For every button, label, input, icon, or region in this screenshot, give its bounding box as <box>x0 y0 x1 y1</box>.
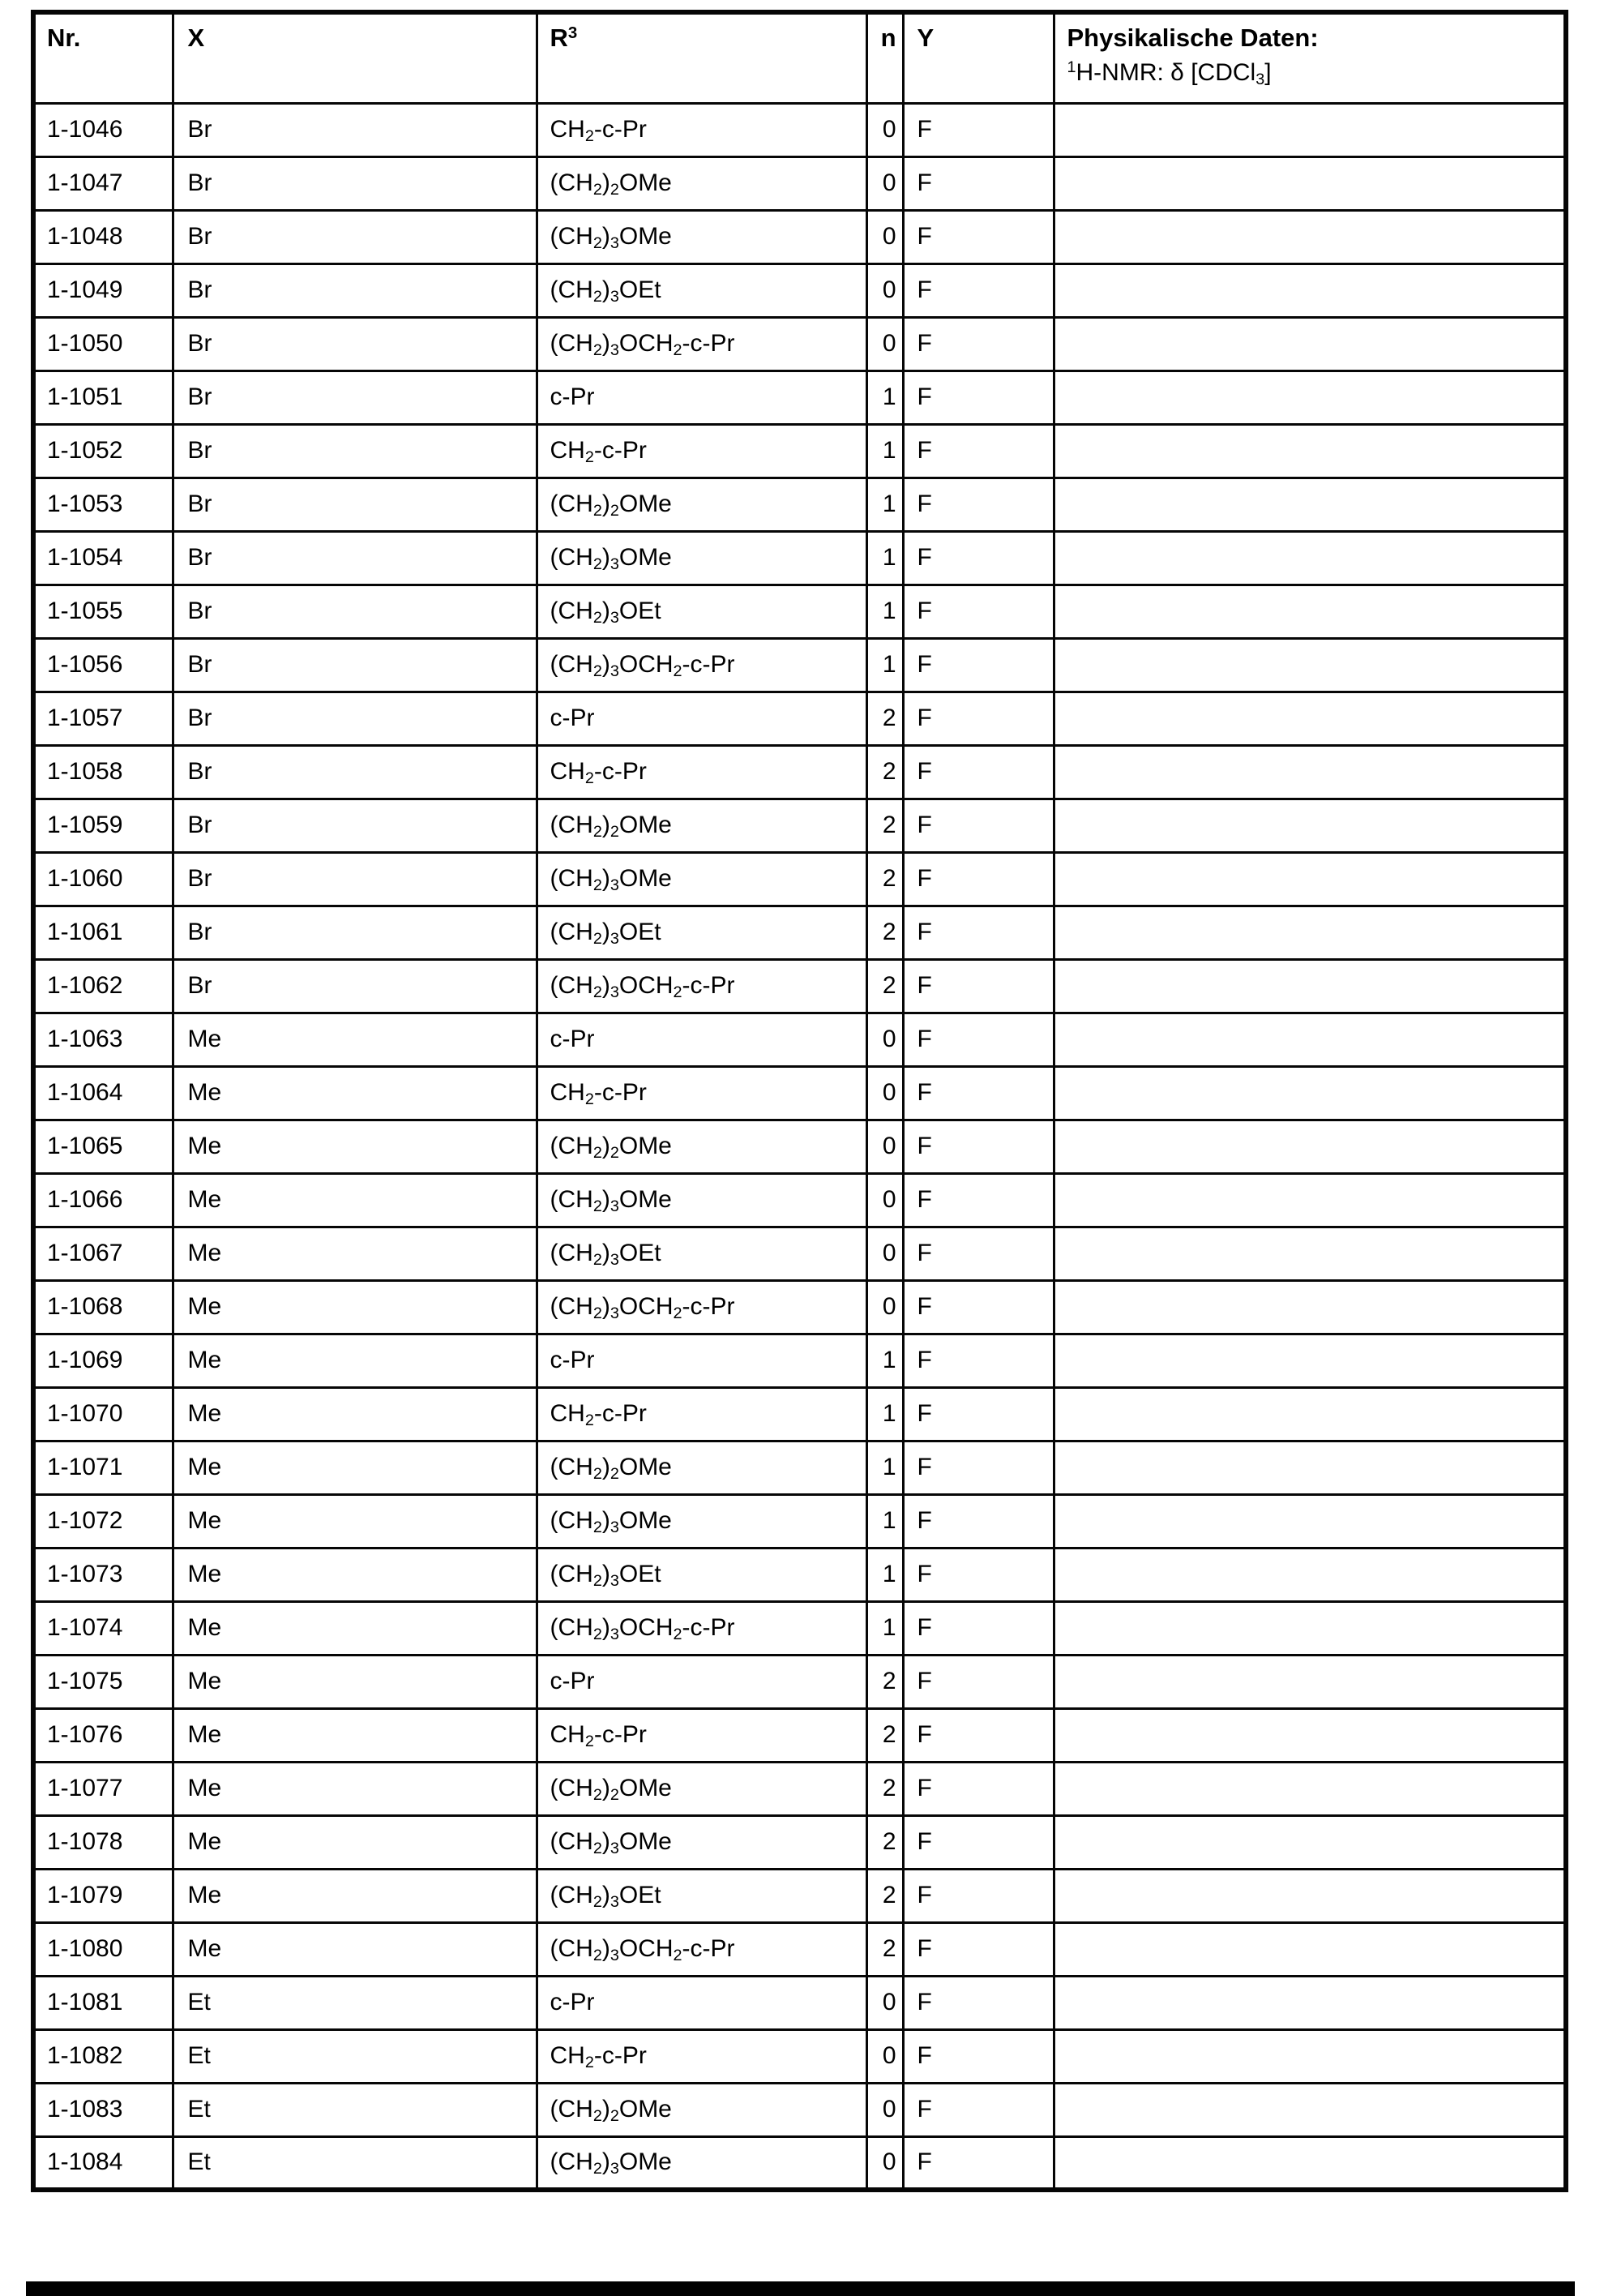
cell-n: 2 <box>866 799 903 852</box>
cell-phys <box>1054 959 1566 1013</box>
table-row <box>33 2136 1566 2190</box>
cell-n: 1 <box>866 1494 903 1548</box>
cell-n: 2 <box>866 745 903 799</box>
table-row <box>33 1869 1566 1922</box>
cell-n: 0 <box>866 1173 903 1227</box>
cell-y: F <box>903 1869 1054 1922</box>
cell-x: Me <box>173 1601 537 1655</box>
cell-n: 0 <box>866 1227 903 1280</box>
cell-phys <box>1054 1120 1566 1173</box>
cell-nr: 1-1066 <box>33 1173 173 1227</box>
table-row <box>33 906 1566 959</box>
table-row <box>33 692 1566 745</box>
cell-nr: 1-1048 <box>33 210 173 263</box>
cell-nr: 1-1068 <box>33 1280 173 1334</box>
column-header-x: X <box>173 12 537 103</box>
cell-r3: $CH_2-c-Pr$ <box>537 103 866 156</box>
cell-x: Me <box>173 1708 537 1762</box>
cell-x: Br <box>173 156 537 210</box>
cell-n: 0 <box>866 156 903 210</box>
table-row <box>33 1120 1566 1173</box>
cell-x: Br <box>173 906 537 959</box>
cell-y: F <box>903 478 1054 531</box>
cell-n: 2 <box>866 1708 903 1762</box>
cell-x: Me <box>173 1762 537 1815</box>
cell-r3: $(CH_2)_3OMe$ <box>537 1494 866 1548</box>
cell-r3: $(CH_2)_3OCH_2-c-Pr$ <box>537 1280 866 1334</box>
cell-y: F <box>903 799 1054 852</box>
table-row <box>33 959 1566 1013</box>
cell-phys <box>1054 103 1566 156</box>
cell-r3: $(CH_2)_3OEt$ <box>537 1227 866 1280</box>
cell-nr: 1-1053 <box>33 478 173 531</box>
cell-r3: $(CH_2)_3OMe$ <box>537 852 866 906</box>
table-row <box>33 745 1566 799</box>
cell-r3: $(CH_2)_2OMe$ <box>537 2083 866 2136</box>
cell-phys <box>1054 478 1566 531</box>
column-header-r3: $R^3$ <box>537 12 866 103</box>
cell-r3: $(CH_2)_2OMe$ <box>537 156 866 210</box>
cell-nr: 1-1073 <box>33 1548 173 1601</box>
cell-x: Me <box>173 1922 537 1976</box>
cell-n: 2 <box>866 1655 903 1708</box>
cell-nr: 1-1074 <box>33 1601 173 1655</box>
cell-x: Br <box>173 263 537 317</box>
cell-nr: 1-1062 <box>33 959 173 1013</box>
table-row <box>33 1173 1566 1227</box>
cell-nr: 1-1083 <box>33 2083 173 2136</box>
compound-table <box>31 10 1568 2192</box>
cell-y: F <box>903 1013 1054 1066</box>
table-row <box>33 531 1566 585</box>
cell-x: Et <box>173 2083 537 2136</box>
cell-x: Me <box>173 1494 537 1548</box>
table-row <box>33 1655 1566 1708</box>
cell-x: Br <box>173 210 537 263</box>
cell-n: 0 <box>866 2029 903 2083</box>
cell-n: 2 <box>866 852 903 906</box>
cell-x: Me <box>173 1280 537 1334</box>
cell-phys <box>1054 2029 1566 2083</box>
cell-y: F <box>903 585 1054 638</box>
cell-y: F <box>903 1976 1054 2029</box>
cell-nr: 1-1080 <box>33 1922 173 1976</box>
cell-x: Me <box>173 1120 537 1173</box>
cell-y: F <box>903 1120 1054 1173</box>
cell-r3: $(CH_2)_3OCH_2-c-Pr$ <box>537 317 866 371</box>
cell-n: 1 <box>866 585 903 638</box>
table-body <box>33 103 1566 2190</box>
cell-nr: 1-1056 <box>33 638 173 692</box>
cell-r3: $(CH_2)_3OEt$ <box>537 1548 866 1601</box>
cell-y: F <box>903 1815 1054 1869</box>
cell-x: Br <box>173 317 537 371</box>
cell-x: Br <box>173 852 537 906</box>
cell-x: Et <box>173 2136 537 2190</box>
cell-y: F <box>903 638 1054 692</box>
cell-r3: c-Pr <box>537 1013 866 1066</box>
table-row <box>33 799 1566 852</box>
cell-phys <box>1054 424 1566 478</box>
cell-n: 0 <box>866 1280 903 1334</box>
table-row <box>33 1387 1566 1441</box>
cell-y: F <box>903 1280 1054 1334</box>
cell-nr: 1-1082 <box>33 2029 173 2083</box>
cell-nr: 1-1065 <box>33 1120 173 1173</box>
table-row <box>33 1441 1566 1494</box>
cell-x: Br <box>173 531 537 585</box>
table-row <box>33 1815 1566 1869</box>
table-row <box>33 1334 1566 1387</box>
cell-phys <box>1054 852 1566 906</box>
cell-r3: $CH_2-c-Pr$ <box>537 2029 866 2083</box>
cell-nr: 1-1076 <box>33 1708 173 1762</box>
cell-phys <box>1054 1280 1566 1334</box>
cell-nr: 1-1071 <box>33 1441 173 1494</box>
cell-y: F <box>903 2136 1054 2190</box>
cell-y: F <box>903 371 1054 424</box>
cell-y: F <box>903 1494 1054 1548</box>
cell-x: Me <box>173 1013 537 1066</box>
cell-y: F <box>903 1441 1054 1494</box>
cell-y: F <box>903 745 1054 799</box>
table-row <box>33 103 1566 156</box>
cell-y: F <box>903 906 1054 959</box>
cell-y: F <box>903 1548 1054 1601</box>
cell-nr: 1-1070 <box>33 1387 173 1441</box>
cell-nr: 1-1078 <box>33 1815 173 1869</box>
cell-r3: $(CH_2)_3OMe$ <box>537 2136 866 2190</box>
cell-r3: $(CH_2)_3OEt$ <box>537 585 866 638</box>
page-bottom-edge <box>26 2281 1575 2296</box>
table-row <box>33 1013 1566 1066</box>
cell-nr: 1-1067 <box>33 1227 173 1280</box>
cell-x: Me <box>173 1334 537 1387</box>
cell-n: 0 <box>866 263 903 317</box>
cell-nr: 1-1050 <box>33 317 173 371</box>
cell-n: 0 <box>866 103 903 156</box>
cell-nr: 1-1047 <box>33 156 173 210</box>
cell-n: 1 <box>866 424 903 478</box>
cell-n: 1 <box>866 1334 903 1387</box>
cell-nr: 1-1059 <box>33 799 173 852</box>
table-row <box>33 585 1566 638</box>
cell-y: F <box>903 263 1054 317</box>
cell-phys <box>1054 692 1566 745</box>
cell-x: Me <box>173 1548 537 1601</box>
cell-nr: 1-1075 <box>33 1655 173 1708</box>
phys-header-line2: $^1$H-NMR: δ [CDCl$_3$] <box>1067 58 1272 89</box>
cell-r3: c-Pr <box>537 692 866 745</box>
table-row <box>33 1708 1566 1762</box>
phys-header-line1: Physikalische Daten: <box>1067 24 1319 52</box>
cell-r3: c-Pr <box>537 1976 866 2029</box>
cell-y: F <box>903 1334 1054 1387</box>
column-header-n: n <box>866 12 903 103</box>
cell-y: F <box>903 317 1054 371</box>
cell-r3: $(CH_2)_3OEt$ <box>537 906 866 959</box>
cell-phys <box>1054 263 1566 317</box>
cell-x: Br <box>173 959 537 1013</box>
cell-y: F <box>903 156 1054 210</box>
cell-phys <box>1054 1708 1566 1762</box>
cell-y: F <box>903 1173 1054 1227</box>
cell-phys <box>1054 2083 1566 2136</box>
cell-x: Me <box>173 1655 537 1708</box>
table-row <box>33 1762 1566 1815</box>
cell-n: 2 <box>866 692 903 745</box>
cell-x: Et <box>173 1976 537 2029</box>
table-header-row <box>33 12 1566 103</box>
cell-r3: $(CH_2)_3OCH_2-c-Pr$ <box>537 1922 866 1976</box>
cell-phys <box>1054 745 1566 799</box>
cell-nr: 1-1063 <box>33 1013 173 1066</box>
cell-y: F <box>903 531 1054 585</box>
cell-phys <box>1054 1601 1566 1655</box>
cell-r3: $(CH_2)_3OMe$ <box>537 1173 866 1227</box>
cell-x: Br <box>173 424 537 478</box>
cell-n: 1 <box>866 1441 903 1494</box>
cell-y: F <box>903 424 1054 478</box>
cell-r3: $(CH_2)_3OMe$ <box>537 1815 866 1869</box>
cell-nr: 1-1069 <box>33 1334 173 1387</box>
table-row <box>33 1227 1566 1280</box>
table-row <box>33 424 1566 478</box>
cell-x: Br <box>173 585 537 638</box>
cell-phys <box>1054 1387 1566 1441</box>
cell-nr: 1-1046 <box>33 103 173 156</box>
cell-phys <box>1054 1013 1566 1066</box>
cell-nr: 1-1052 <box>33 424 173 478</box>
cell-r3: $(CH_2)_3OEt$ <box>537 1869 866 1922</box>
table-row <box>33 1548 1566 1601</box>
cell-n: 2 <box>866 1762 903 1815</box>
cell-phys <box>1054 156 1566 210</box>
cell-y: F <box>903 1387 1054 1441</box>
cell-phys <box>1054 638 1566 692</box>
cell-phys <box>1054 1655 1566 1708</box>
cell-nr: 1-1077 <box>33 1762 173 1815</box>
table-row <box>33 1494 1566 1548</box>
cell-x: Br <box>173 478 537 531</box>
table-row <box>33 1601 1566 1655</box>
cell-y: F <box>903 1227 1054 1280</box>
cell-phys <box>1054 531 1566 585</box>
cell-n: 0 <box>866 317 903 371</box>
cell-r3: c-Pr <box>537 1334 866 1387</box>
cell-phys <box>1054 1922 1566 1976</box>
cell-r3: $CH_2-c-Pr$ <box>537 424 866 478</box>
cell-phys <box>1054 1762 1566 1815</box>
cell-y: F <box>903 959 1054 1013</box>
cell-r3: $CH_2-c-Pr$ <box>537 1387 866 1441</box>
cell-r3: $CH_2-c-Pr$ <box>537 1708 866 1762</box>
cell-nr: 1-1064 <box>33 1066 173 1120</box>
table-row <box>33 478 1566 531</box>
cell-r3: $(CH_2)_2OMe$ <box>537 799 866 852</box>
cell-phys <box>1054 906 1566 959</box>
cell-n: 0 <box>866 210 903 263</box>
cell-r3: $(CH_2)_3OEt$ <box>537 263 866 317</box>
cell-y: F <box>903 1601 1054 1655</box>
cell-phys <box>1054 1976 1566 2029</box>
cell-nr: 1-1084 <box>33 2136 173 2190</box>
cell-n: 0 <box>866 2136 903 2190</box>
cell-phys <box>1054 1869 1566 1922</box>
column-header-phys <box>1054 12 1566 103</box>
cell-n: 2 <box>866 959 903 1013</box>
cell-n: 0 <box>866 1120 903 1173</box>
table-row <box>33 1976 1566 2029</box>
cell-phys <box>1054 371 1566 424</box>
cell-n: 1 <box>866 531 903 585</box>
cell-r3: c-Pr <box>537 1655 866 1708</box>
cell-x: Me <box>173 1869 537 1922</box>
cell-x: Me <box>173 1387 537 1441</box>
cell-x: Me <box>173 1441 537 1494</box>
cell-r3: $(CH_2)_2OMe$ <box>537 1762 866 1815</box>
cell-x: Br <box>173 371 537 424</box>
cell-n: 1 <box>866 1387 903 1441</box>
cell-phys <box>1054 317 1566 371</box>
cell-r3: $(CH_2)_2OMe$ <box>537 478 866 531</box>
cell-y: F <box>903 692 1054 745</box>
cell-y: F <box>903 2083 1054 2136</box>
cell-nr: 1-1060 <box>33 852 173 906</box>
cell-x: Et <box>173 2029 537 2083</box>
table-row <box>33 371 1566 424</box>
cell-r3: $(CH_2)_2OMe$ <box>537 1441 866 1494</box>
cell-phys <box>1054 1494 1566 1548</box>
cell-x: Me <box>173 1815 537 1869</box>
cell-phys <box>1054 2136 1566 2190</box>
cell-n: 0 <box>866 2083 903 2136</box>
cell-nr: 1-1049 <box>33 263 173 317</box>
cell-phys <box>1054 210 1566 263</box>
cell-y: F <box>903 1066 1054 1120</box>
cell-y: F <box>903 852 1054 906</box>
cell-y: F <box>903 1922 1054 1976</box>
cell-r3: $(CH_2)_3OMe$ <box>537 531 866 585</box>
table-row <box>33 852 1566 906</box>
cell-phys <box>1054 1227 1566 1280</box>
table-row <box>33 317 1566 371</box>
cell-r3: $CH_2-c-Pr$ <box>537 745 866 799</box>
cell-phys <box>1054 799 1566 852</box>
cell-x: Me <box>173 1227 537 1280</box>
cell-y: F <box>903 2029 1054 2083</box>
cell-nr: 1-1081 <box>33 1976 173 2029</box>
cell-y: F <box>903 210 1054 263</box>
cell-n: 1 <box>866 1601 903 1655</box>
cell-x: Br <box>173 638 537 692</box>
table-row <box>33 638 1566 692</box>
cell-x: Me <box>173 1066 537 1120</box>
cell-n: 1 <box>866 371 903 424</box>
cell-n: 1 <box>866 638 903 692</box>
cell-nr: 1-1072 <box>33 1494 173 1548</box>
cell-n: 0 <box>866 1066 903 1120</box>
cell-phys <box>1054 1334 1566 1387</box>
column-header-nr: Nr. <box>33 12 173 103</box>
cell-n: 2 <box>866 1869 903 1922</box>
cell-phys <box>1054 1066 1566 1120</box>
table-row <box>33 2083 1566 2136</box>
table-row <box>33 1066 1566 1120</box>
cell-r3: $(CH_2)_3OMe$ <box>537 210 866 263</box>
cell-n: 2 <box>866 1922 903 1976</box>
cell-nr: 1-1058 <box>33 745 173 799</box>
cell-n: 0 <box>866 1013 903 1066</box>
cell-r3: $(CH_2)_3OCH_2-c-Pr$ <box>537 959 866 1013</box>
cell-x: Br <box>173 692 537 745</box>
cell-x: Me <box>173 1173 537 1227</box>
cell-nr: 1-1079 <box>33 1869 173 1922</box>
table-row <box>33 156 1566 210</box>
cell-phys <box>1054 1815 1566 1869</box>
cell-nr: 1-1054 <box>33 531 173 585</box>
cell-phys <box>1054 585 1566 638</box>
cell-r3: c-Pr <box>537 371 866 424</box>
cell-nr: 1-1055 <box>33 585 173 638</box>
cell-phys <box>1054 1173 1566 1227</box>
cell-x: Br <box>173 799 537 852</box>
cell-y: F <box>903 1655 1054 1708</box>
cell-nr: 1-1057 <box>33 692 173 745</box>
cell-nr: 1-1061 <box>33 906 173 959</box>
table-row <box>33 1280 1566 1334</box>
cell-x: Br <box>173 103 537 156</box>
column-header-y: Y <box>903 12 1054 103</box>
cell-y: F <box>903 1708 1054 1762</box>
cell-n: 0 <box>866 1976 903 2029</box>
cell-y: F <box>903 103 1054 156</box>
cell-y: F <box>903 1762 1054 1815</box>
cell-r3: $(CH_2)_3OCH_2-c-Pr$ <box>537 638 866 692</box>
cell-phys <box>1054 1548 1566 1601</box>
cell-n: 1 <box>866 478 903 531</box>
cell-n: 2 <box>866 906 903 959</box>
cell-n: 2 <box>866 1815 903 1869</box>
cell-nr: 1-1051 <box>33 371 173 424</box>
cell-phys <box>1054 1441 1566 1494</box>
table-row <box>33 263 1566 317</box>
table-row <box>33 1922 1566 1976</box>
cell-r3: $(CH_2)_2OMe$ <box>537 1120 866 1173</box>
cell-r3: $CH_2-c-Pr$ <box>537 1066 866 1120</box>
table-header <box>33 12 1566 103</box>
cell-x: Br <box>173 745 537 799</box>
table-row <box>33 210 1566 263</box>
table-row <box>33 2029 1566 2083</box>
cell-n: 1 <box>866 1548 903 1601</box>
cell-r3: $(CH_2)_3OCH_2-c-Pr$ <box>537 1601 866 1655</box>
